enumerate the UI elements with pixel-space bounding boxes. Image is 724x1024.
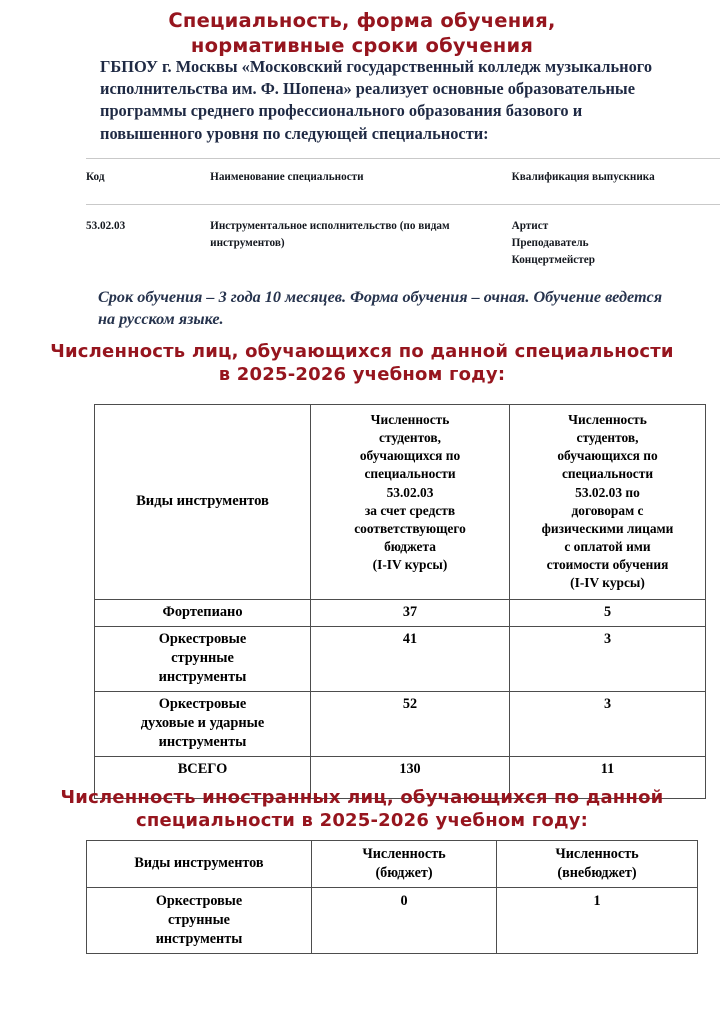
- kind-line: струнные: [171, 649, 234, 666]
- header-specialty-name: Наименование специальности: [210, 159, 512, 205]
- enrollment-heading: [42, 340, 682, 387]
- foreign-heading-line2: специальности в 2025-2026 учебном году:: [135, 810, 589, 832]
- enrollment-heading-line2: в 2025-2026 учебном году:: [218, 364, 506, 386]
- cell-budget-count: 52: [311, 691, 510, 756]
- kind-line: струнные: [168, 912, 230, 929]
- enrollment-table: [94, 404, 706, 799]
- enrollment-heading-line1: Численность лиц, обучающихся по данной специальности: [50, 341, 674, 362]
- kind-line: инструменты: [158, 668, 247, 685]
- header-contract-line-5: 53.02.03 по: [575, 484, 640, 500]
- header-budget-students: [311, 405, 510, 600]
- header-budget-line-7: соответствующего: [354, 520, 466, 536]
- header-contract-line-4: специальности: [561, 466, 654, 482]
- cell-instrument-kind: [95, 626, 311, 691]
- header-contract-line-9: стоимости обучения: [546, 557, 669, 573]
- header-budget-line-2: студентов,: [379, 430, 441, 446]
- kind-line: Фортепиано: [162, 603, 243, 620]
- cell-total-budget-count: 130: [311, 756, 510, 798]
- header-contract-line-10: (I-IV курсы): [570, 575, 645, 591]
- foreign-table-body: [87, 888, 698, 953]
- cell-budget-count: 0: [312, 888, 497, 953]
- cell-extrabudget-count: 1: [497, 888, 698, 953]
- duration-note: [98, 286, 678, 330]
- cell-contract-count: 3: [510, 626, 706, 691]
- cell-instrument-kind: [95, 599, 311, 626]
- header-contract-line-2: студентов,: [576, 430, 639, 446]
- page-title-line2: нормативные сроки обучения: [190, 34, 534, 58]
- specialty-table-body: [86, 205, 720, 270]
- table-header-row: [87, 841, 698, 888]
- kind-line: Оркестровые: [158, 695, 247, 712]
- header-budget-line-3: обучающихся по: [359, 448, 461, 464]
- kind-line: инструменты: [158, 733, 247, 750]
- cell-instrument-kind: [87, 888, 312, 953]
- intro-paragraph: ГБПОУ г. Москвы «Московский государственный колледж музыкального исполнительства им. Ф. Шопена» реализует основные образовательные программы среднего профессионального образования базового и повышенного уровня по следующей специальности:: [100, 57, 653, 143]
- header-budget-line-1: Численность: [370, 412, 450, 427]
- header-contract-line-7: физическими лицами: [541, 520, 674, 536]
- header-budget-count: [312, 841, 497, 888]
- header-budget-line-4: специальности: [364, 466, 456, 482]
- table-row: [95, 626, 706, 691]
- header-extrabudget-line-1: Численность: [555, 846, 639, 862]
- foreign-table-head: [87, 841, 698, 888]
- cell-budget-count: 37: [311, 599, 510, 626]
- enrollment-table-body: [95, 599, 706, 798]
- qualification-accompanist: Концертмейстер: [511, 254, 595, 267]
- header-contract-line-3: обучающихся по: [557, 448, 658, 464]
- kind-line: Оркестровые: [158, 630, 247, 647]
- table-header-row: [86, 159, 720, 205]
- specialty-table-head: [86, 159, 720, 205]
- kind-line: духовые и ударные: [140, 714, 265, 731]
- header-budget-line-2: (бюджет): [375, 864, 433, 881]
- header-contract-line-1: Численность: [568, 412, 647, 427]
- header-extrabudget-count: [497, 841, 698, 888]
- page-title: [62, 8, 662, 59]
- header-budget-line-6: за счет средств: [364, 502, 456, 518]
- header-extrabudget-line-2: (внебюджет): [557, 864, 637, 881]
- table-row: [87, 888, 698, 953]
- table-header-row: [95, 405, 706, 600]
- header-qualification: Квалификация выпускника: [512, 159, 720, 205]
- enrollment-table-head: [95, 405, 706, 600]
- table-row: [95, 691, 706, 756]
- header-budget-line-1: Численность: [362, 846, 446, 862]
- header-contract-line-8: с оплатой ими: [564, 539, 651, 555]
- header-code: Код: [86, 159, 210, 205]
- header-instrument-kind: Виды инструментов: [87, 841, 312, 888]
- header-budget-line-8: бюджета: [384, 539, 436, 555]
- foreign-students-heading: [42, 786, 682, 833]
- kind-line: Оркестровые: [155, 893, 243, 910]
- page-title-line1: Специальность, форма обучения,: [168, 9, 556, 32]
- header-contract-line-6: договорам с: [571, 502, 644, 518]
- header-contract-students: [510, 405, 706, 600]
- header-budget-line-5: 53.02.03: [386, 484, 434, 500]
- kind-line: инструменты: [155, 930, 243, 947]
- qualification-teacher: Преподаватель: [511, 237, 589, 250]
- table-row: [95, 599, 706, 626]
- duration-note-line2: Обучение ведется на русском языке.: [98, 288, 663, 329]
- cell-qualification: [512, 205, 720, 270]
- header-instrument-kind: Виды инструментов: [95, 405, 311, 600]
- header-budget-line-9: (I-IV курсы): [372, 557, 448, 573]
- cell-budget-count: 41: [311, 626, 510, 691]
- cell-specialty-name: Инструментальное исполнительство (по видам инструментов): [210, 220, 450, 250]
- foreign-heading-line1: Численность иностранных лиц, обучающихся по данной: [60, 787, 664, 808]
- cell-instrument-kind: [95, 691, 311, 756]
- specialty-table: [86, 158, 720, 269]
- table-row: [86, 205, 720, 270]
- cell-contract-count: 3: [510, 691, 706, 756]
- foreign-students-table: [86, 840, 698, 954]
- cell-code: 53.02.03: [86, 220, 126, 232]
- kind-line: ВСЕГО: [177, 760, 228, 777]
- cell-contract-count: 5: [510, 599, 706, 626]
- cell-total-contract-count: 11: [510, 756, 706, 798]
- qualification-artist: Артист: [511, 220, 549, 232]
- duration-note-line1: Срок обучения – 3 года 10 месяцев. Форма обучения – очная.: [98, 288, 530, 306]
